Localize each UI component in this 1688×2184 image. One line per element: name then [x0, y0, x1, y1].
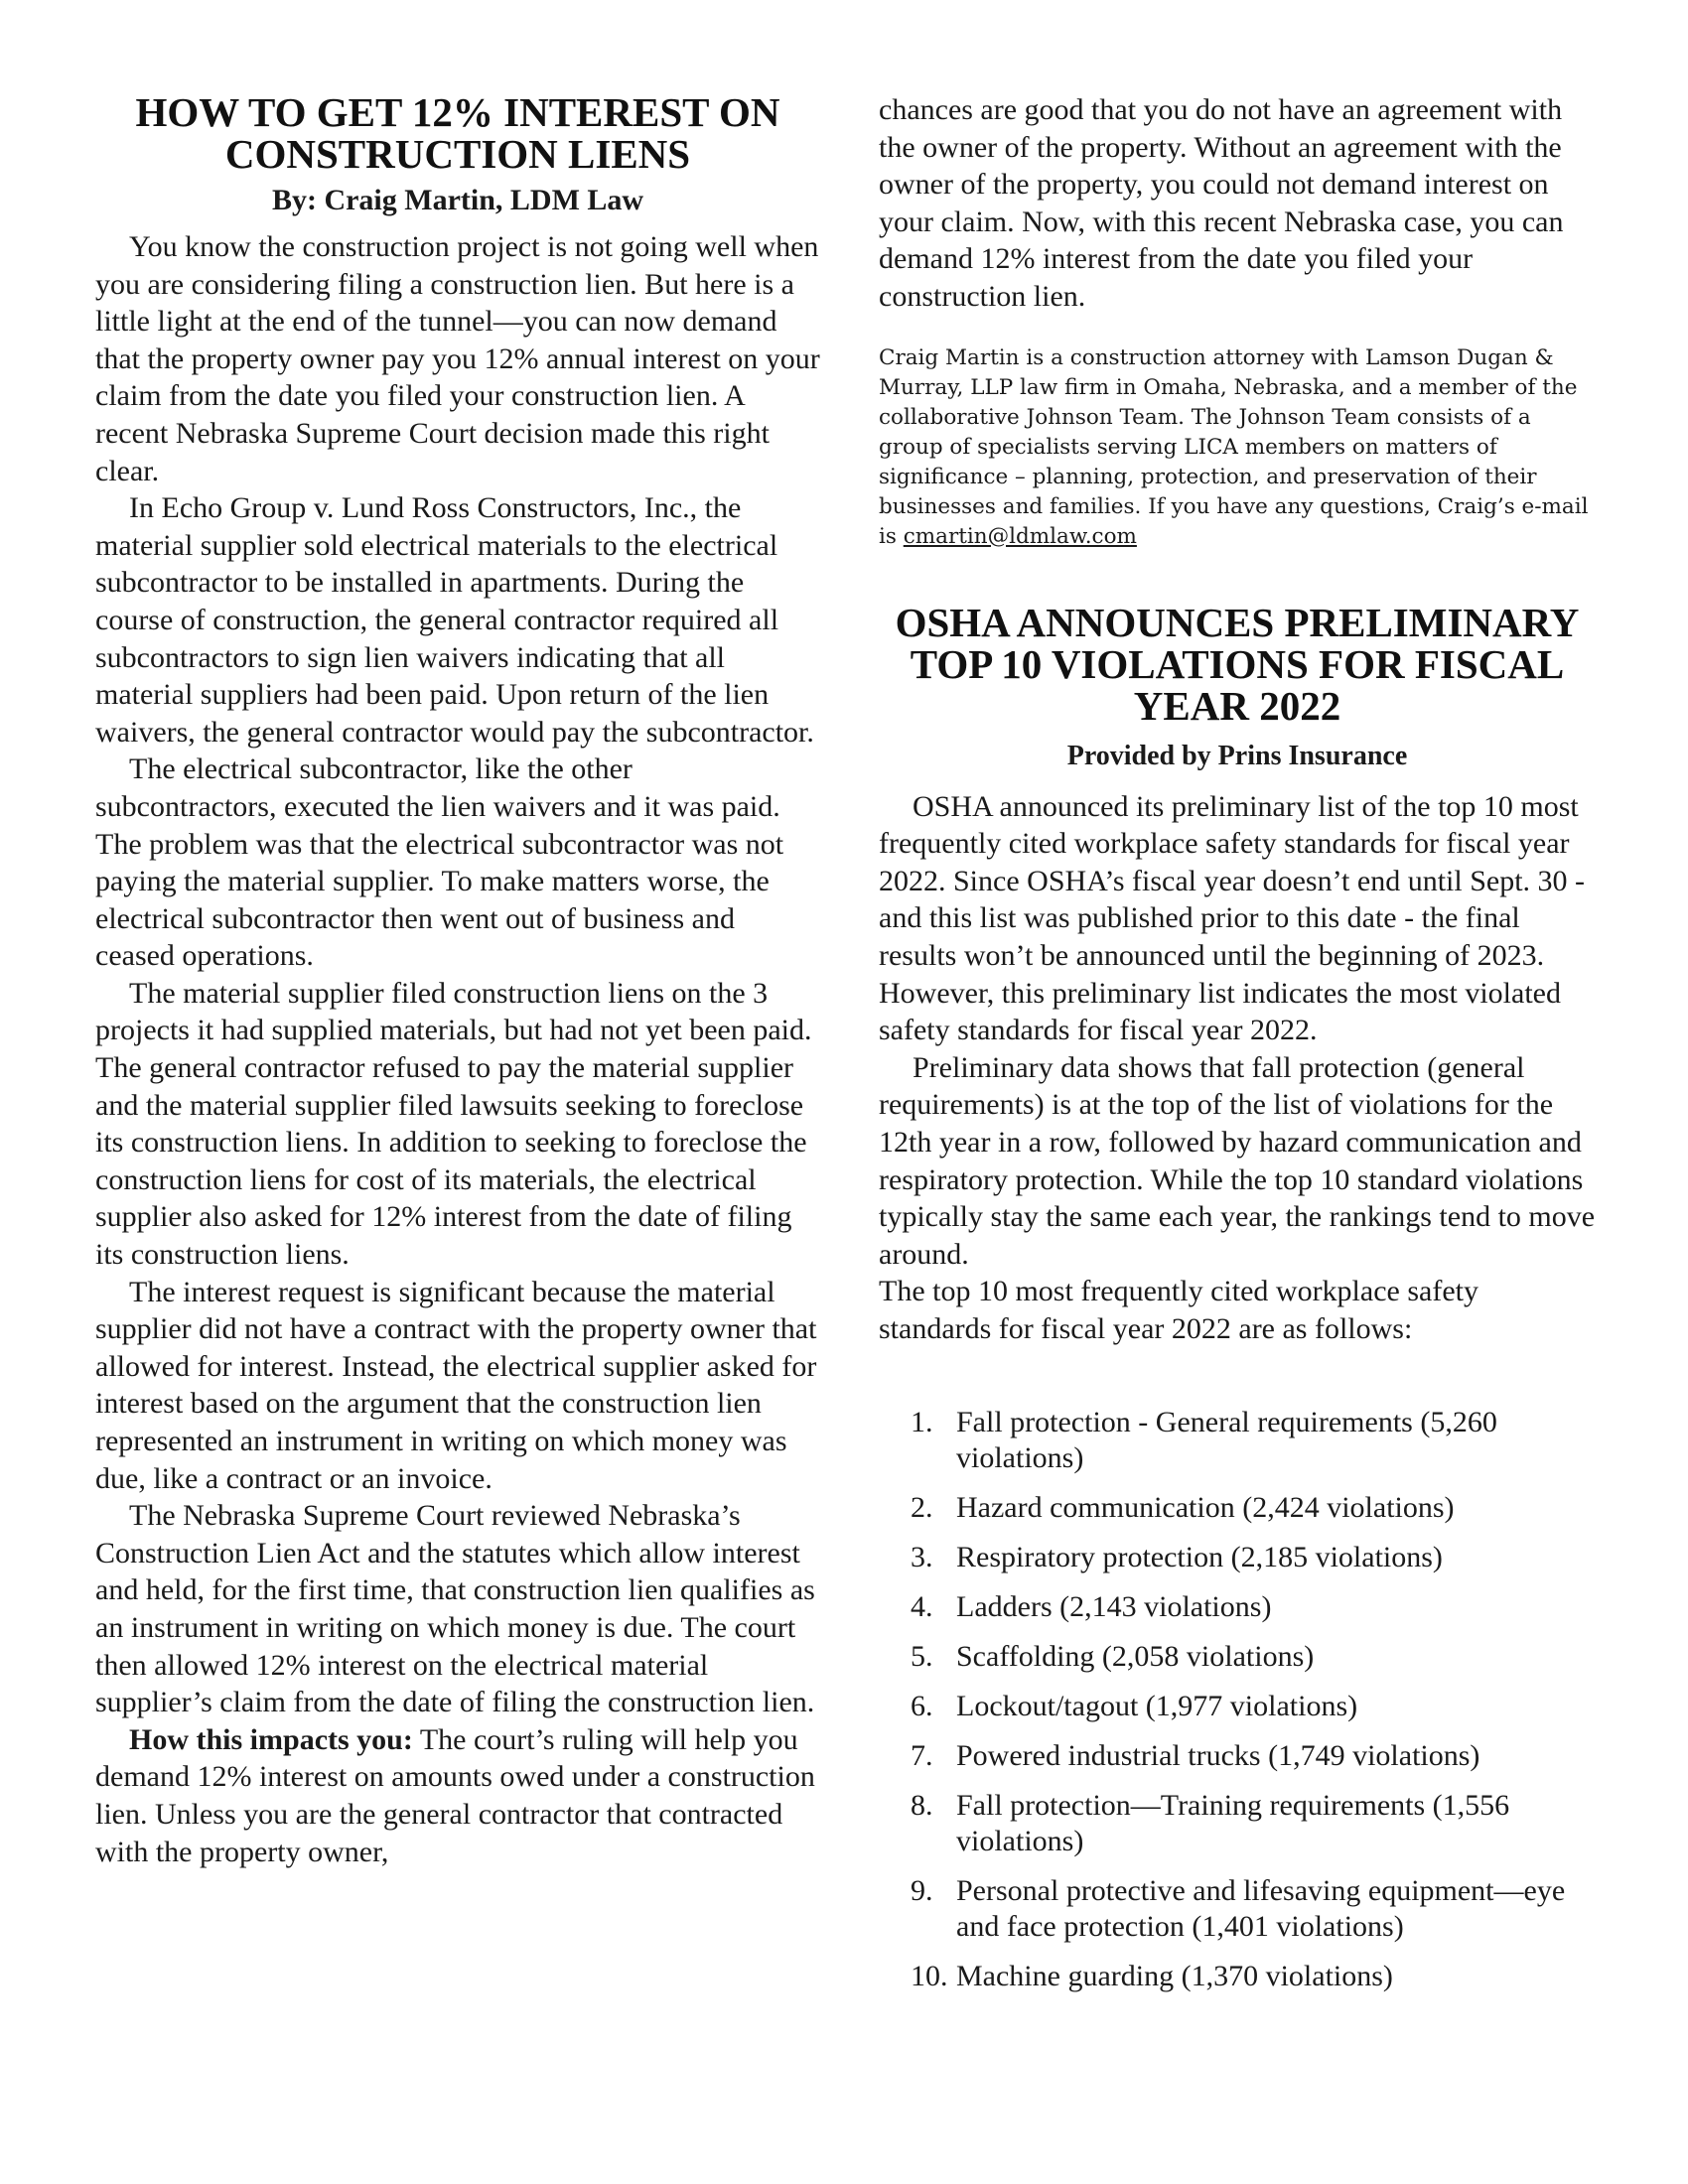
list-item-number: 7.	[911, 1739, 933, 1773]
impact-label: How this impacts you:	[129, 1722, 413, 1756]
list-item	[879, 1405, 1512, 1476]
author-bio	[879, 343, 1596, 552]
article-headline: HOW TO GET 12% INTEREST ON CONSTRUCTION LIENS	[135, 89, 780, 177]
osha-paragraph: OSHA announced its preliminary list of the top 10 most frequently cited workplace safety standards for fiscal year 2022. Since OSHA’s fiscal year doesn’t end until Sept. 30 - and this list was published prior to this date - the final results won’t be announced until the beginning of 2023. However, this preliminary list indicates the most violated safety standards for fiscal year 2022.	[879, 789, 1586, 1047]
article-paragraph: The material supplier filed construction liens on the 3 projects it had supplied materials, but had not yet been paid. The general contractor refused to pay the material supplier and the material supplier filed lawsuits seeking to foreclose its construction liens. In addition to seeking to foreclose the construction liens for cost of its materials, the electrical supplier also asked for 12% interest from the date of filing its construction liens.	[95, 976, 812, 1272]
right-column	[879, 91, 1596, 2008]
violations-list	[879, 1405, 1596, 1994]
list-item-text: Powered industrial trucks (1,749 violations)	[956, 1739, 1480, 1773]
list-item	[879, 1788, 1572, 1859]
list-item	[879, 1689, 1512, 1724]
list-item-number: 5.	[911, 1640, 933, 1674]
article-paragraph: You know the construction project is not going well when you are considering filing a construction lien. But here is a little light at the end of the tunnel—you can now demand that the property owner pay you 12% annual interest on your claim from the date you filed your construction lien. A recent Nebraska Supreme Court decision made this right clear.	[95, 230, 820, 487]
list-item	[879, 1873, 1572, 1945]
left-column	[95, 91, 820, 1870]
list-item-text: Ladders (2,143 violations)	[956, 1590, 1272, 1624]
article-paragraph: In Echo Group v. Lund Ross Constructors, Inc., the material supplier sold electrical materials to the electrical subcontractor to be installed in apartments. During the course of construction, the general contractor required all subcontractors to sign lien waivers indicating that all material suppliers had been paid. Upon return of the lien waivers, the general contractor would pay the subcontractor.	[95, 491, 814, 749]
article-continued-paragraph: chances are good that you do not have an agreement with the owner of the property. Without an agreement with the owner of the property, you could not demand interest on your claim. Now, with this recent Nebraska case, you can demand 12% interest from the date you filed your construction lien.	[879, 93, 1564, 313]
list-item-number: 3.	[911, 1541, 933, 1574]
list-item-number: 4.	[911, 1590, 933, 1624]
list-item-text: Personal protective and lifesaving equipment—eye and face protection (1,401 violations)	[956, 1874, 1566, 1944]
list-item-number: 2.	[911, 1491, 933, 1525]
list-item	[879, 1738, 1512, 1774]
list-item-text: Respiratory protection (2,185 violations)	[956, 1541, 1443, 1574]
list-item-number: 10.	[911, 1960, 948, 1993]
list-item-text: Fall protection - General requirements (5,260 violations)	[956, 1406, 1497, 1475]
list-item-number: 6.	[911, 1690, 933, 1723]
list-item-text: Scaffolding (2,058 violations)	[956, 1640, 1315, 1674]
list-item-number: 9.	[911, 1874, 933, 1908]
list-item-text: Hazard communication (2,424 violations)	[956, 1491, 1455, 1525]
author-email-link[interactable]: cmartin@ldmlaw.com	[903, 523, 1137, 549]
list-item-text: Fall protection—Training requirements (1,556 violations)	[956, 1789, 1510, 1858]
article-byline: By: Craig Martin, LDM Law	[271, 184, 644, 216]
list-item	[879, 1490, 1512, 1526]
article-paragraph: The Nebraska Supreme Court reviewed Nebraska’s Construction Lien Act and the statutes which allow interest and held, for the first time, that construction lien qualifies as an instrument in writing on which money is due. The court then allowed 12% interest on the electrical material supplier’s claim from the date of filing the construction lien.	[95, 1499, 815, 1719]
author-bio-text: Craig Martin is a construction attorney with Lamson Dugan & Murray, LLP law firm in Omaha, Nebraska, and a member of the collaborative Johnson Team. The Johnson Team consists of a group of specialists serving LICA members on matters of significance – planning, protection, and preservation of their businesses and families. If you have any questions, Craig’s e-mail is	[879, 344, 1589, 549]
list-item	[879, 1589, 1512, 1625]
article-paragraph: The interest request is significant because the material supplier did not have a contract with the property owner that allowed for interest. Instead, the electrical supplier asked for interest based on the argument that the construction lien represented an instrument in writing on which money was due, like a contract or an invoice.	[95, 1275, 817, 1495]
osha-paragraph: Preliminary data shows that fall protection (general requirements) is at the top of the list of violations for the 12th year in a row, followed by hazard communication and respiratory protection. While the top 10 standard violations typically stay the same each year, the rankings tend to move around.	[879, 1050, 1596, 1271]
osha-byline: Provided by Prins Insurance	[1066, 740, 1408, 771]
impact-text: The court’s ruling will help you demand 12% interest on amounts owed under a construction lien. Unless you are the general contractor that contracted with the property owner,	[95, 1722, 815, 1868]
list-item-text: Lockout/tagout (1,977 violations)	[956, 1690, 1358, 1723]
osha-list-intro: The top 10 most frequently cited workplace safety standards for fiscal year 2022 are as follows:	[879, 1275, 1478, 1345]
list-item	[879, 1639, 1512, 1675]
list-item	[879, 1540, 1512, 1575]
article-paragraph: The electrical subcontractor, like the other subcontractors, executed the lien waivers and it was paid. The problem was that the electrical subcontractor was not paying the material supplier. To make matters worse, the electrical subcontractor then went out of business and ceased operations.	[95, 752, 784, 973]
list-item-number: 1.	[911, 1406, 933, 1439]
list-item-text: Machine guarding (1,370 violations)	[956, 1960, 1393, 1993]
impact-paragraph	[95, 1721, 820, 1870]
list-item-number: 8.	[911, 1789, 933, 1823]
osha-headline: OSHA ANNOUNCES PRELIMINARY TOP 10 VIOLATIONS FOR FISCAL YEAR 2022	[895, 599, 1580, 729]
list-item	[879, 1959, 1512, 1994]
